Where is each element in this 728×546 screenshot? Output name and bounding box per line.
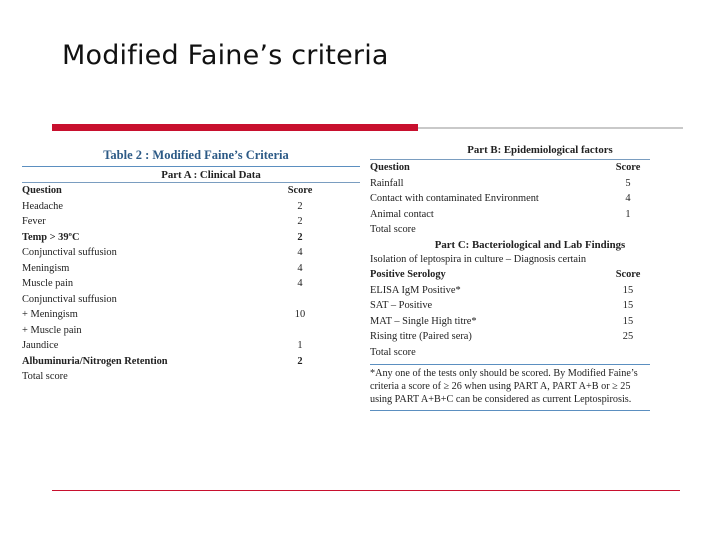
question-cell: Contact with contaminated Environment bbox=[370, 193, 539, 204]
question-cell: Fever bbox=[22, 216, 46, 227]
table-row bbox=[370, 176, 650, 192]
table-row bbox=[22, 245, 360, 261]
serology-column-header: Positive Serology bbox=[370, 269, 446, 280]
table-row bbox=[22, 323, 360, 339]
score-cell: 5 bbox=[625, 177, 631, 189]
title-accent-bar bbox=[52, 124, 418, 131]
table-row bbox=[22, 354, 360, 370]
score-cell: 4 bbox=[297, 278, 303, 289]
score-cell: 2 bbox=[297, 216, 303, 227]
score-cell: 15 bbox=[622, 284, 634, 296]
score-cell: 4 bbox=[297, 262, 303, 274]
question-cell: ELISA IgM Positive* bbox=[370, 284, 461, 296]
part-c-isolation-row bbox=[370, 252, 650, 268]
question-cell: Conjunctival suffusion bbox=[22, 293, 117, 305]
question-cell: Conjunctival suffusion bbox=[22, 247, 117, 258]
part-b-rows bbox=[370, 176, 650, 238]
score-cell: 10 bbox=[294, 309, 306, 320]
table-row bbox=[22, 369, 360, 385]
question-cell: Total score bbox=[22, 371, 68, 382]
slide-title: Modified Faine’s criteria bbox=[62, 40, 389, 71]
score-cell: 15 bbox=[622, 300, 634, 311]
question-cell: + Meningism bbox=[22, 309, 78, 320]
table-row bbox=[370, 283, 650, 299]
question-cell: Rainfall bbox=[370, 177, 404, 189]
table-row bbox=[370, 329, 650, 345]
score-column-header: Score bbox=[615, 269, 641, 280]
question-cell: Animal contact bbox=[370, 208, 434, 220]
score-cell: 2 bbox=[297, 231, 303, 243]
footnote: *Any one of the tests only should be scored. By Modified Faine’s criteria a score of ≥ 26 when using PART A, PART A+B or ≥ 25 using PART A+B+C can be considered as current Leptospirosis. bbox=[370, 364, 650, 406]
table-row bbox=[22, 276, 360, 292]
table-title: Table 2 : Modified Faine’s Criteria bbox=[103, 148, 289, 162]
question-cell: Meningism bbox=[22, 262, 70, 274]
question-cell: Total score bbox=[370, 346, 416, 358]
score-cell bbox=[280, 292, 320, 308]
table-row bbox=[22, 214, 360, 230]
score-cell: 15 bbox=[622, 315, 634, 327]
part-a-heading: Part A : Clinical Data bbox=[161, 169, 261, 181]
question-cell: Total score bbox=[370, 224, 416, 235]
score-cell bbox=[280, 369, 320, 385]
part-b-heading: Part B: Epidemiological factors bbox=[467, 144, 613, 156]
score-column-header: Score bbox=[615, 162, 641, 173]
table-row bbox=[370, 222, 650, 238]
table-row bbox=[22, 199, 360, 215]
isolation-text: Isolation of leptospira in culture – Diagnosis certain bbox=[370, 253, 587, 265]
part-a-table bbox=[22, 148, 360, 385]
part-c-heading: Part C: Bacteriological and Lab Findings bbox=[434, 238, 626, 251]
score-cell bbox=[608, 345, 648, 361]
score-cell bbox=[280, 323, 320, 339]
score-cell: 2 bbox=[297, 355, 303, 367]
footer-line bbox=[52, 490, 680, 491]
part-a-header-row bbox=[22, 183, 360, 199]
title-divider-line bbox=[418, 127, 683, 129]
score-cell bbox=[608, 222, 648, 238]
question-cell: Albuminuria/Nitrogen Retention bbox=[22, 355, 168, 367]
question-cell: MAT – Single High titre* bbox=[370, 315, 477, 327]
part-a-rows bbox=[22, 199, 360, 385]
question-column-header: Question bbox=[22, 185, 62, 196]
question-cell: Muscle pain bbox=[22, 278, 74, 289]
table-row bbox=[370, 345, 650, 361]
part-bc-table bbox=[370, 143, 650, 411]
question-cell: Temp > 39ºC bbox=[22, 231, 80, 243]
table-row bbox=[370, 298, 650, 314]
question-cell: Rising titre (Paired sera) bbox=[370, 331, 472, 342]
table-title-rule bbox=[22, 166, 360, 167]
score-cell: 1 bbox=[297, 340, 303, 351]
question-column-header: Question bbox=[370, 162, 410, 173]
part-c-rows bbox=[370, 283, 650, 361]
footnote-rule bbox=[370, 410, 650, 411]
table-row bbox=[22, 338, 360, 354]
score-cell: 25 bbox=[622, 331, 634, 342]
question-cell: + Muscle pain bbox=[22, 324, 82, 336]
table-row bbox=[22, 307, 360, 323]
score-cell: 1 bbox=[625, 208, 631, 220]
table-row bbox=[370, 314, 650, 330]
question-cell: Jaundice bbox=[22, 340, 59, 351]
score-cell: 4 bbox=[297, 247, 303, 258]
score-column-header: Score bbox=[287, 185, 313, 196]
table-row bbox=[22, 292, 360, 308]
score-cell: 2 bbox=[297, 200, 303, 212]
table-row bbox=[370, 191, 650, 207]
part-b-header-row bbox=[370, 160, 650, 176]
question-cell: SAT – Positive bbox=[370, 300, 433, 311]
score-cell: 4 bbox=[625, 193, 631, 204]
question-cell: Headache bbox=[22, 200, 63, 212]
table-row bbox=[370, 207, 650, 223]
table-row bbox=[22, 230, 360, 246]
part-c-header-row bbox=[370, 267, 650, 283]
table-row bbox=[22, 261, 360, 277]
